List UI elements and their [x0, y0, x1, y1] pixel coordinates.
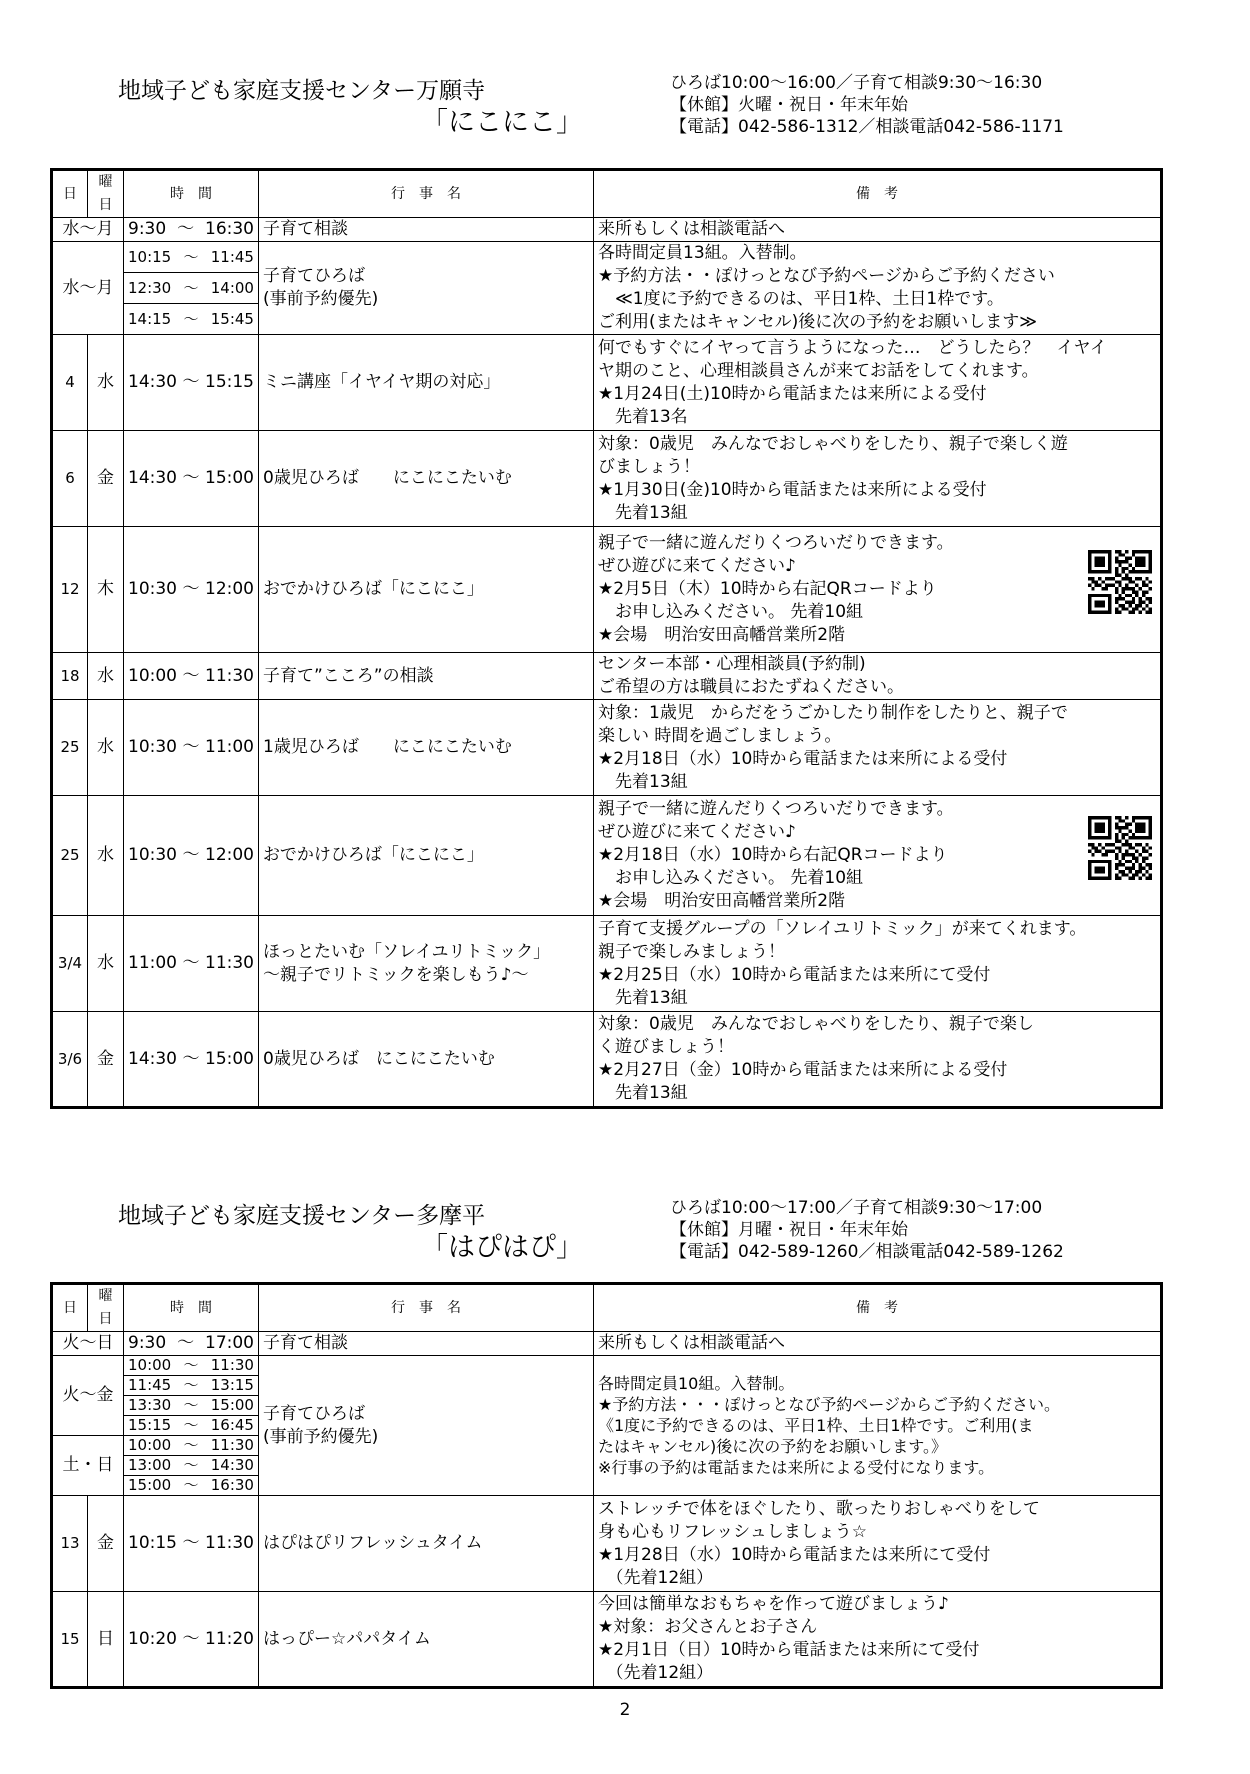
- note-cell: 来所もしくは相談電話へ: [594, 1332, 1162, 1356]
- note-cell: 何でもすぐにイヤって言うようになった… どうしたら？ イヤイ ヤ期のこと、心理相談員さんが来てお話をしてくれます。 ★1月24日(土)10時から電話または来所による受付 先着13名: [594, 335, 1162, 431]
- weekday-cell: 水: [88, 700, 124, 796]
- note-cell: 対象：0歳児 みんなでおしゃべりをしたり、親子で楽し く遊びましょう！ ★2月27日（金）10時から電話または来所による受付 先着13組: [594, 1012, 1162, 1108]
- table-header: [52, 170, 1162, 218]
- weekday-cell: 水: [88, 653, 124, 700]
- center-title: 地域子ども家庭支援センター多摩平: [118, 1203, 486, 1229]
- note-cell: 子育て支援グループの「ソレイユリトミック」が来てくれます。 親子で楽しみましょう！ ★2月25日（水）10時から電話または来所にて受付 先着13組: [594, 916, 1162, 1012]
- header-day: 日: [52, 170, 88, 218]
- event-cell: ほっとたいむ「ソレイユリトミック」 ～親子でリトミックを楽しもう♪～: [259, 916, 594, 1012]
- day-cell: 火～日: [52, 1332, 124, 1356]
- time-cell: 10:20 ～ 11:20: [124, 1592, 259, 1688]
- time-cell: 9:30 ～ 16:30: [124, 218, 259, 242]
- note-cell: 親子で一緒に遊んだりくつろいだりできます。 ぜひ遊びに来てください♪ ★2月5日（木）10時から右記QRコードより お申し込みください。 先着10組 ★会場 明治安田高幡営業所2階: [594, 527, 1162, 653]
- event-cell: 0歳児ひろば にこにこたいむ: [259, 1012, 594, 1108]
- header-notes: 備 考: [594, 170, 1162, 218]
- date-cell: 25: [52, 796, 88, 916]
- note-cell: 各時間定員13組。入替制。 ★予約方法・・ぽけっとなび予約ページからご予約ください ≪1度に予約できるのは、平日1枠、土日1枠です。 ご利用(またはキャンセル)後に次の予約をお願いします≫: [594, 242, 1162, 335]
- time-cell: 10:00 ～ 11:30: [124, 653, 259, 700]
- time-slot: 11:45 ～ 13:15: [124, 1376, 259, 1396]
- event-cell: おでかけひろば「にこにこ」: [259, 796, 594, 916]
- weekday-cell: 水: [88, 335, 124, 431]
- header-day: 日: [52, 1284, 88, 1332]
- table-header: [52, 1284, 1162, 1332]
- event-cell: 子育て”こころ”の相談: [259, 653, 594, 700]
- weekday-cell: 金: [88, 1012, 124, 1108]
- qr-code-icon: [1088, 816, 1152, 880]
- center-nickname: 「はぴはぴ」: [421, 1232, 583, 1263]
- header-time: 時 間: [124, 1284, 259, 1332]
- note-cell: 対象：0歳児 みんなでおしゃべりをしたり、親子で楽しく遊 びましょう！ ★1月30日(金)10時から電話または来所による受付 先着13組: [594, 431, 1162, 527]
- weekday-cell: 金: [88, 431, 124, 527]
- day-cell: 水～月: [52, 242, 124, 335]
- time-cell: 14:30 ～ 15:00: [124, 431, 259, 527]
- weekday-cell: 水: [88, 916, 124, 1012]
- center-manganji-section: [50, 70, 1163, 1109]
- header-weekday: 曜日: [88, 170, 124, 218]
- date-cell: 4: [52, 335, 88, 431]
- weekday-cell: 金: [88, 1496, 124, 1592]
- center-title: 地域子ども家庭支援センター万願寺: [118, 78, 486, 104]
- time-cell: 10:30 ～ 12:00: [124, 796, 259, 916]
- header-event: 行 事 名: [259, 170, 594, 218]
- date-cell: 13: [52, 1496, 88, 1592]
- event-rows: [52, 1496, 1162, 1688]
- phone-line: 【電話】042-589-1260／相談電話042-589-1262: [670, 1242, 1064, 1262]
- center-info: [670, 72, 1064, 138]
- note-cell: 今回は簡単なおもちゃを作って遊びましょう♪ ★対象：お父さんとお子さん ★2月1日（日）10時から電話または来所にて受付 （先着12組）: [594, 1592, 1162, 1688]
- note-cell: センター本部・心理相談員(予約制) ご希望の方は職員におたずねください。: [594, 653, 1162, 700]
- section-header: [50, 1198, 1163, 1282]
- note-cell: 親子で一緒に遊んだりくつろいだりできます。 ぜひ遊びに来てください♪ ★2月18日（水）10時から右記QRコードより お申し込みください。 先着10組 ★会場 明治安田高幡営業所2階: [594, 796, 1162, 916]
- header-notes: 備 考: [594, 1284, 1162, 1332]
- time-slot: 15:00 ～ 16:30: [124, 1476, 259, 1496]
- event-cell: おでかけひろば「にこにこ」: [259, 527, 594, 653]
- note-cell: 対象：1歳児 からだをうごかしたり制作をしたりと、親子で 楽しい 時間を過ごしましょう。 ★2月18日（水）10時から電話または来所による受付 先着13組: [594, 700, 1162, 796]
- table-row: [52, 218, 1162, 242]
- event-cell: ミニ講座「イヤイヤ期の対応」: [259, 335, 594, 431]
- day-cell: 火～金: [52, 1356, 124, 1436]
- event-row: [52, 700, 1162, 796]
- event-row: [52, 335, 1162, 431]
- header-event: 行 事 名: [259, 1284, 594, 1332]
- center-nickname: 「にこにこ」: [421, 107, 583, 138]
- weekday-cell: 木: [88, 527, 124, 653]
- event-row: [52, 796, 1162, 916]
- note-cell: 各時間定員10組。入替制。 ★予約方法・・・ぽけっとなび予約ページからご予約ください。 《1度に予約できるのは、平日1枠、土日1枠です。ご利用(ま たはキャンセル)後に次の予約をお願いします。》 ※行事の予約は電話または来所による受付になります。: [594, 1356, 1162, 1496]
- center-info: [670, 1197, 1064, 1263]
- date-cell: 3/4: [52, 916, 88, 1012]
- date-cell: 18: [52, 653, 88, 700]
- event-row: [52, 653, 1162, 700]
- time-slot: 10:15 ～ 11:45: [124, 242, 259, 273]
- time-slot: 15:15 ～ 16:45: [124, 1416, 259, 1436]
- hours-line: ひろば10:00～17:00／子育て相談9:30～17:00: [670, 1198, 1043, 1218]
- time-slot: 14:15 ～ 15:45: [124, 304, 259, 335]
- event-cell: 0歳児ひろば にこにこたいむ: [259, 431, 594, 527]
- time-cell: 9:30 ～ 17:00: [124, 1332, 259, 1356]
- event-cell: 子育てひろば (事前予約優先): [259, 242, 594, 335]
- page-number: 2: [619, 1700, 631, 1720]
- time-cell: 10:15 ～ 11:30: [124, 1496, 259, 1592]
- time-slot: 13:30 ～ 15:00: [124, 1396, 259, 1416]
- date-cell: 6: [52, 431, 88, 527]
- event-row: [52, 1592, 1162, 1688]
- header-time: 時 間: [124, 170, 259, 218]
- note-cell: 来所もしくは相談電話へ: [594, 218, 1162, 242]
- event-cell: 子育てひろば (事前予約優先): [259, 1356, 594, 1496]
- closed-line: 【休館】火曜・祝日・年末年始: [670, 95, 908, 115]
- time-slot: 10:00 ～ 11:30: [124, 1356, 259, 1376]
- table-row: [52, 1332, 1162, 1356]
- date-cell: 12: [52, 527, 88, 653]
- event-cell: はぴはぴリフレッシュタイム: [259, 1496, 594, 1592]
- event-row: [52, 431, 1162, 527]
- event-row: [52, 916, 1162, 1012]
- weekday-cell: 水: [88, 796, 124, 916]
- closed-line: 【休館】月曜・祝日・年末年始: [670, 1220, 908, 1240]
- table-row: [52, 242, 1162, 273]
- weekday-cell: 日: [88, 1592, 124, 1688]
- time-cell: 10:30 ～ 11:00: [124, 700, 259, 796]
- section-header: [50, 70, 1163, 168]
- time-slot: 13:00 ～ 14:30: [124, 1456, 259, 1476]
- hours-line: ひろば10:00～16:00／子育て相談9:30～16:30: [670, 73, 1043, 93]
- date-cell: 25: [52, 700, 88, 796]
- event-cell: 1歳児ひろば にこにこたいむ: [259, 700, 594, 796]
- event-row: [52, 1496, 1162, 1592]
- event-cell: 子育て相談: [259, 218, 594, 242]
- center-tamadaira-section: [50, 1198, 1163, 1689]
- time-cell: 14:30 ～ 15:00: [124, 1012, 259, 1108]
- event-row: [52, 1012, 1162, 1108]
- phone-line: 【電話】042-586-1312／相談電話042-586-1171: [670, 117, 1064, 137]
- time-slot: 10:00 ～ 11:30: [124, 1436, 259, 1456]
- event-rows: [52, 335, 1162, 1108]
- schedule-table: [50, 1282, 1163, 1689]
- qr-code-icon: [1088, 550, 1152, 614]
- event-row: [52, 527, 1162, 653]
- time-slot: 12:30 ～ 14:00: [124, 273, 259, 304]
- date-cell: 3/6: [52, 1012, 88, 1108]
- time-cell: 10:30 ～ 12:00: [124, 527, 259, 653]
- day-cell: 土・日: [52, 1436, 124, 1496]
- event-cell: 子育て相談: [259, 1332, 594, 1356]
- header-weekday: 曜日: [88, 1284, 124, 1332]
- day-cell: 水～月: [52, 218, 124, 242]
- event-cell: はっぴー☆パパタイム: [259, 1592, 594, 1688]
- schedule-table: [50, 168, 1163, 1109]
- date-cell: 15: [52, 1592, 88, 1688]
- note-cell: ストレッチで体をほぐしたり、歌ったりおしゃべりをして 身も心もリフレッシュしましょう☆ ★1月28日（水）10時から電話または来所にて受付 （先着12組）: [594, 1496, 1162, 1592]
- time-cell: 11:00 ～ 11:30: [124, 916, 259, 1012]
- time-cell: 14:30 ～ 15:15: [124, 335, 259, 431]
- table-row: [52, 1356, 1162, 1376]
